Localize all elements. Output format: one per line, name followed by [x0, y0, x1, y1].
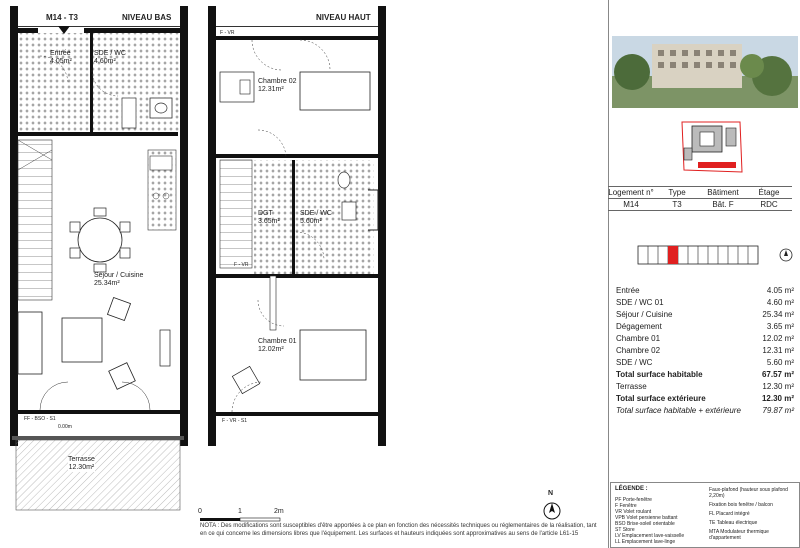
- legend-item: ST Store: [615, 527, 635, 533]
- unit-info-table: [608, 186, 792, 211]
- surface-row: Chambre 02 12.31 m²: [616, 346, 794, 355]
- room-chambre01: Chambre 01 12.02m²: [258, 338, 297, 353]
- surface-row: Total surface habitable + extérieure 79.87 m²: [616, 406, 794, 415]
- niveau-haut-header: [216, 6, 378, 27]
- level-title-bas: NIVEAU BAS: [122, 13, 172, 22]
- surface-row: Séjour / Cuisine 25.34 m²: [616, 310, 794, 319]
- legend-item: PF Porte-fenêtre: [615, 497, 652, 503]
- surface-row: Entrée 4.05 m²: [616, 286, 794, 295]
- legend-left: [615, 497, 705, 545]
- building-elevation: [636, 242, 796, 270]
- surface-row: Dégagement 3.65 m²: [616, 322, 794, 331]
- unit-label: M14 - T3: [46, 13, 79, 22]
- surface-row: Total surface extérieure 12.30 m²: [616, 394, 794, 403]
- surface-row: Terrasse 12.30 m²: [616, 382, 794, 391]
- table-row: M14 T3 Bât. F RDC: [608, 199, 792, 211]
- window-label-haut-top: F - VR: [220, 30, 235, 36]
- scale-bar: [200, 518, 280, 521]
- room-terrasse: Terrasse 12.30m²: [68, 456, 95, 471]
- scale-label-2: 2m: [274, 508, 284, 515]
- legend-item: MTA Modulateur thermique d'appartement: [709, 529, 769, 541]
- room-sejour: Séjour / Cuisine 25.34m²: [94, 272, 144, 287]
- window-label-bas: FF - BSO - S1: [24, 416, 56, 422]
- legend-item: LV Emplacement lave-vaisselle: [615, 533, 685, 539]
- legend-item: FL Placard intégré: [709, 511, 750, 517]
- surface-row: Total surface habitable 67.57 m²: [616, 370, 794, 379]
- window-label-haut-mid: F - VR: [234, 262, 249, 268]
- legend-item: LL Emplacement lave-linge: [615, 539, 676, 545]
- table-header-row: Logement n° Type Bâtiment Étage: [608, 187, 792, 199]
- surface-row: SDE / WC 01 4.60 m²: [616, 298, 794, 307]
- niveau-haut-plan: [208, 6, 386, 446]
- room-chambre02: Chambre 02 12.31m²: [258, 78, 297, 93]
- niveau-bas-plan: [10, 6, 188, 510]
- entry-arrow-icon: [58, 26, 70, 34]
- scale-label-1: 1: [238, 508, 242, 515]
- room-entree: Entrée 4.05m²: [50, 50, 72, 65]
- legend-item: Faux-plafond (hauteur sous plafond 2,20m): [709, 487, 788, 499]
- surface-row: Chambre 01 12.02 m²: [616, 334, 794, 343]
- disclaimer-note: NOTA : Des modifications sont susceptibles d'être apportées à ce plan en fonction des nécessités techniques ou réglementaires de la réalisation, tant en ce qui concerne les dimensions libres que l'équipement. Les surfaces et hauteurs indiquées sont approximatives au sens de l'article L61-15: [200, 523, 597, 537]
- niveau-bas-header: [18, 6, 180, 27]
- compass-icon: [544, 503, 560, 519]
- compass-label: N: [548, 490, 554, 497]
- building-render-image: [612, 36, 798, 108]
- room-sdewc-bas: SDE / WC 4.60m²: [94, 50, 126, 65]
- level-title-haut: NIVEAU HAUT: [316, 13, 371, 22]
- room-dgt: DGT 3.65m²: [258, 210, 280, 225]
- legend-right: [709, 487, 795, 544]
- legend-item: F Fenêtre: [615, 503, 637, 509]
- legend-box: [610, 482, 800, 548]
- legend-item: BSO Brise-soleil orientable: [615, 521, 675, 527]
- room-sdewc-haut: SDE / WC 5.60m²: [300, 210, 332, 225]
- legend-title: LÉGENDE :: [615, 486, 648, 492]
- surfaces-list: [616, 285, 794, 417]
- legend-item: Fixation bois fenêtre / balcon: [709, 502, 773, 508]
- scale-label-0: 0: [198, 508, 202, 515]
- surface-row: SDE / WC 5.60 m²: [616, 358, 794, 367]
- window-label-haut-bottom: F - VR - S1: [222, 418, 248, 424]
- legend-item: VR Volet roulant: [615, 509, 652, 515]
- height-label-bas: 0.00m: [58, 424, 72, 430]
- legend-item: VPB Volet persienne battant: [615, 515, 678, 521]
- legend-item: TE Tableau électrique: [709, 520, 758, 526]
- site-map: [676, 118, 746, 176]
